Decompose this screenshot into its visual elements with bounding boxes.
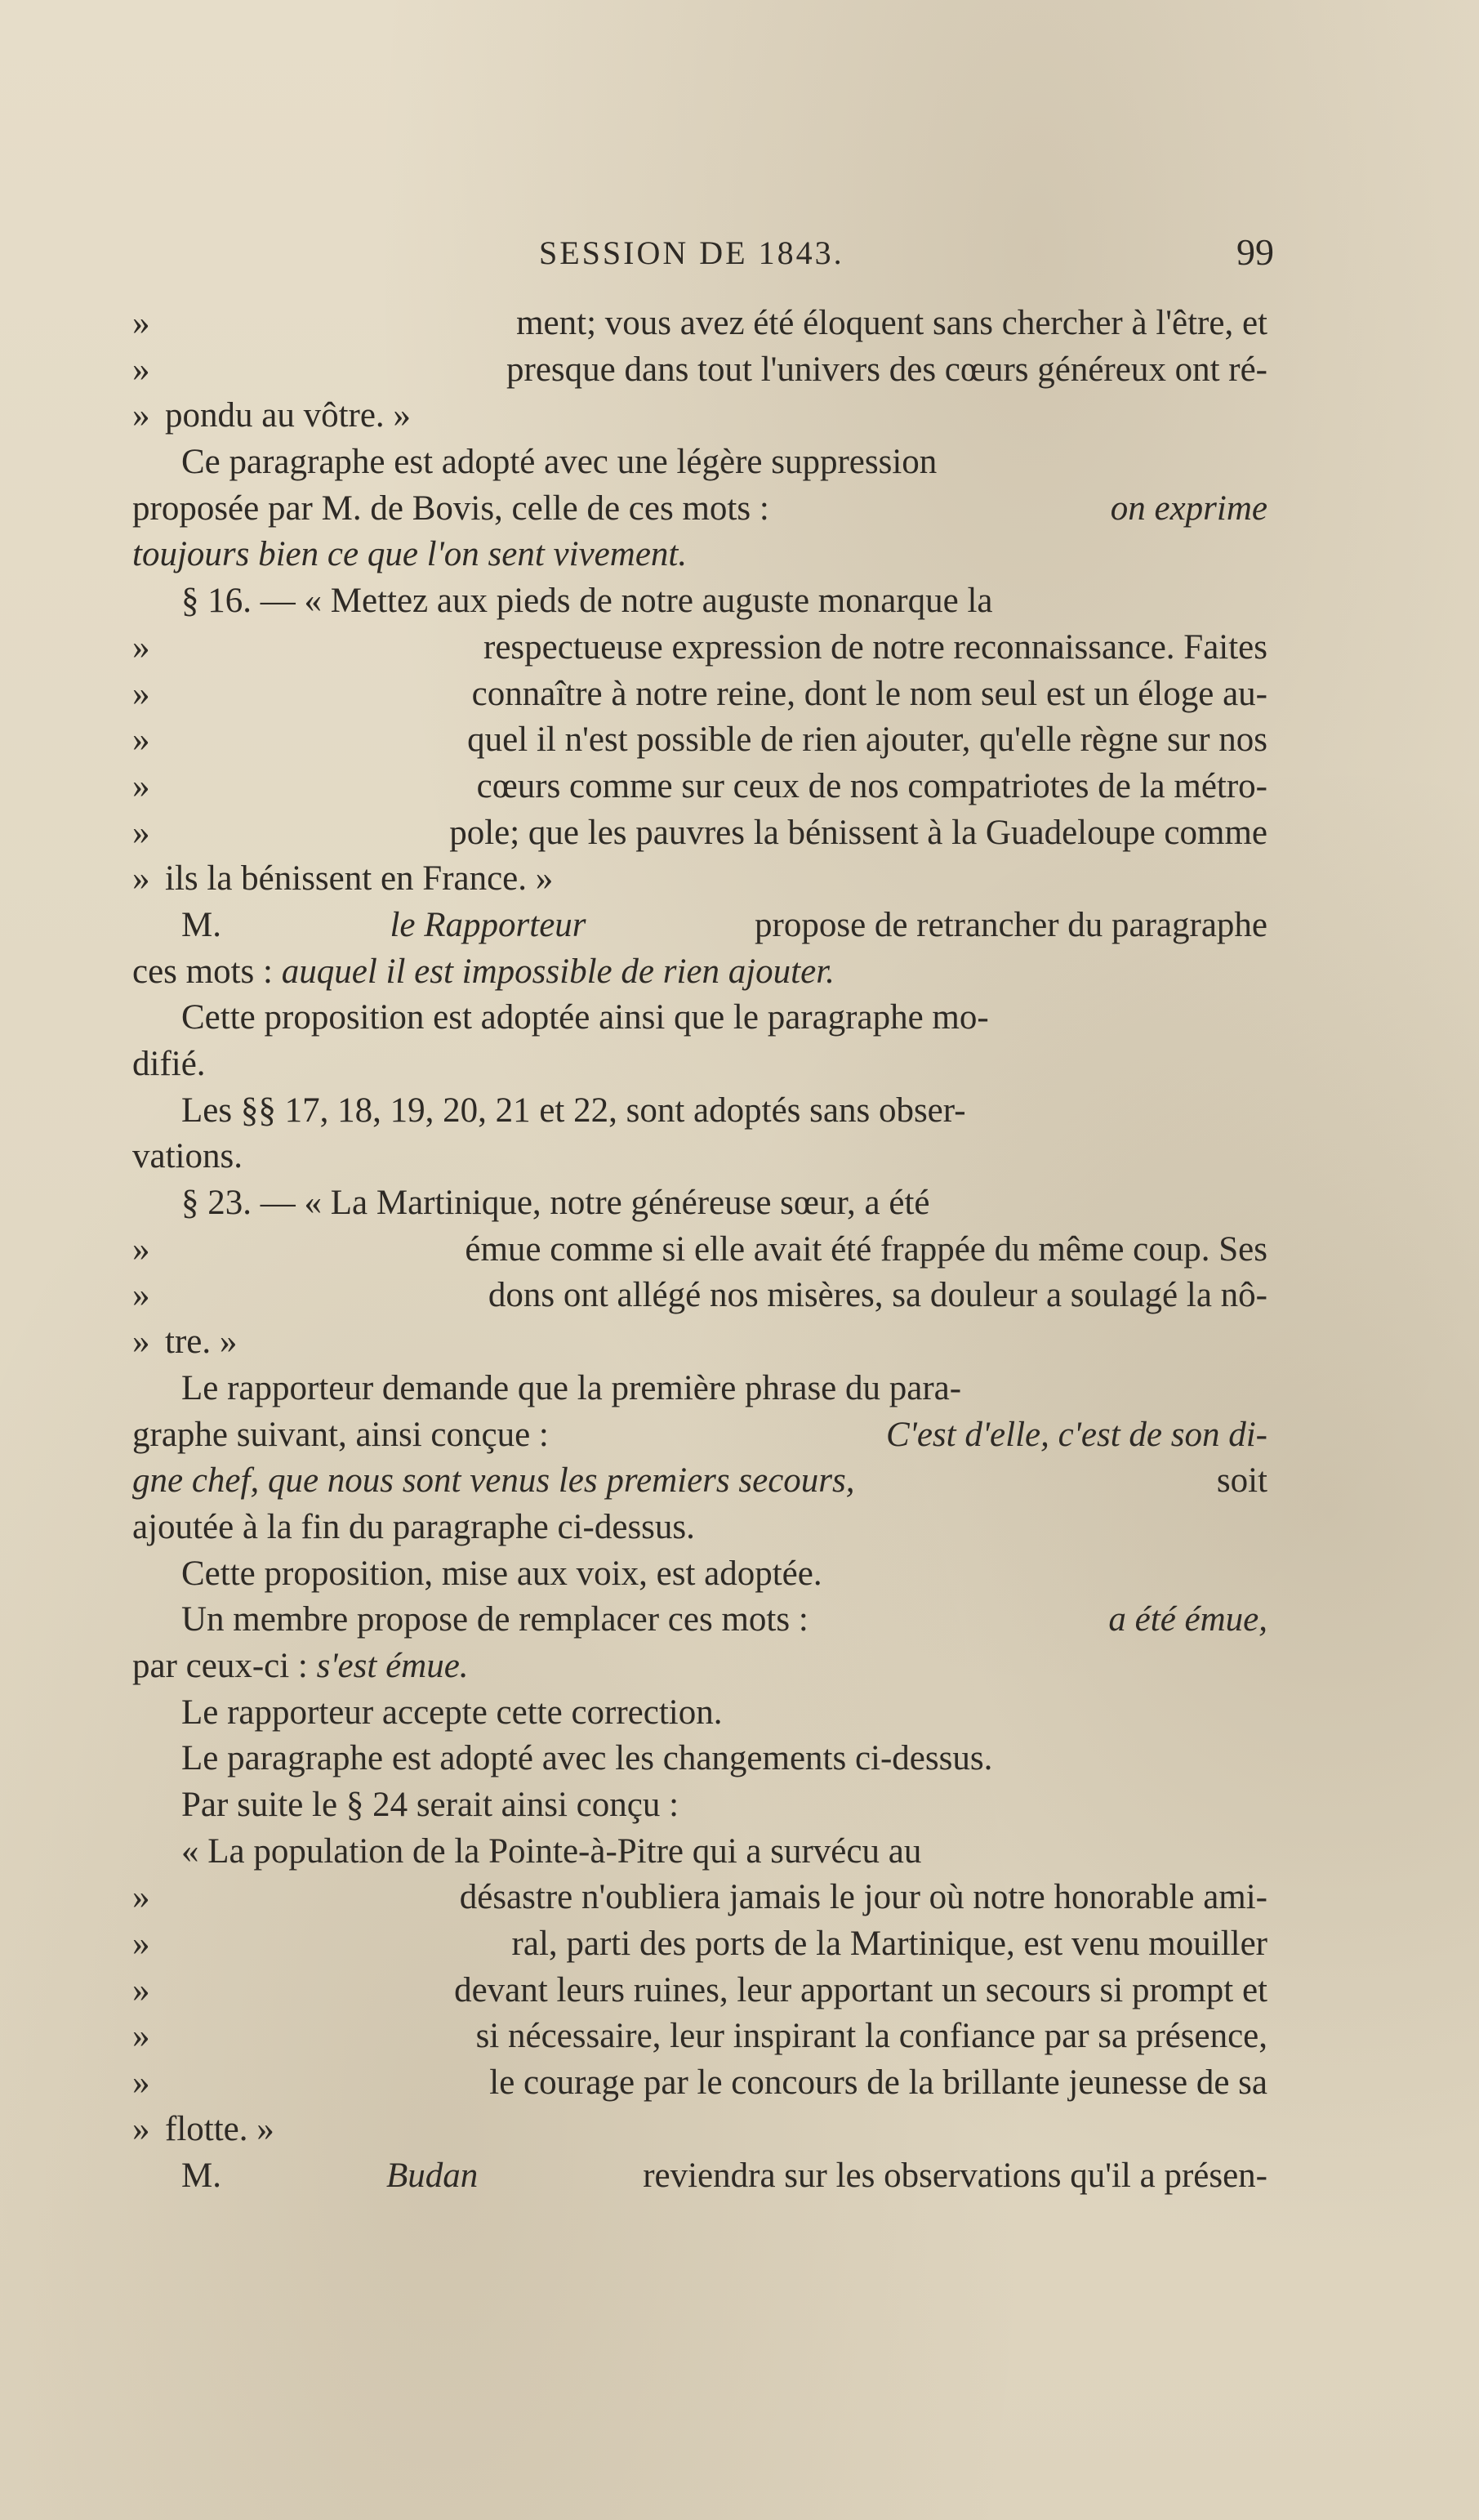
text-line: « La population de la Pointe-à-Pitre qui a survécu au xyxy=(181,1831,922,1871)
text-line: Le rapporteur demande que la première phrase du para- xyxy=(181,1368,962,1407)
text-line: par ceux-ci : s'est émue. xyxy=(132,1646,469,1685)
text-line: Le rapporteur accepte cette correction. xyxy=(181,1693,723,1732)
text-line: Le paragraphe est adopté avec les changements ci-dessus. xyxy=(181,1739,993,1778)
text-line: » tre. » xyxy=(132,1322,238,1362)
text-line: » flotte. » xyxy=(132,2109,274,2148)
text-line: » désastre n'oubliera jamais le jour où notre honorable ami- xyxy=(132,1878,1267,1917)
text-line: gne chef, que nous sont venus les premiers secours, soit xyxy=(132,1461,1267,1501)
text-line: » presque dans tout l'univers des cœurs généreux ont ré- xyxy=(132,350,1267,389)
text-line: » pondu au vôtre. » xyxy=(132,396,411,435)
text-line: ajoutée à la fin du paragraphe ci-dessus. xyxy=(132,1507,695,1546)
text-line: Cette proposition, mise aux voix, est adoptée. xyxy=(181,1554,822,1593)
text-line: Les §§ 17, 18, 19, 20, 21 et 22, sont adoptés sans obser- xyxy=(181,1091,966,1130)
text-line: » devant leurs ruines, leur apportant un secours si prompt et xyxy=(132,1970,1267,2009)
text-line: » ils la bénissent en France. » xyxy=(132,859,554,899)
text-line: Un membre propose de remplacer ces mots : a été émue, xyxy=(181,1600,1267,1639)
page-number: 99 xyxy=(1236,231,1274,273)
text-line: vations. xyxy=(132,1137,243,1176)
text-line: » émue comme si elle avait été frappée du même coup. Ses xyxy=(132,1229,1267,1269)
text-line: » quel il n'est possible de rien ajouter, qu'elle règne sur nos xyxy=(132,720,1267,760)
text-line: difié. xyxy=(132,1045,206,1083)
text-line: graphe suivant, ainsi conçue : C'est d'elle, c'est de son di- xyxy=(132,1415,1267,1454)
text-line: » ment; vous avez été éloquent sans chercher à l'être, et xyxy=(132,304,1267,342)
body-text xyxy=(132,301,1267,2199)
text-line: » pole; que les pauvres la bénissent à la Guadeloupe comme xyxy=(132,813,1267,852)
text-line: proposée par M. de Bovis, celle de ces mots : on exprime xyxy=(132,488,1267,528)
text-line: Cette proposition est adoptée ainsi que le paragraphe mo- xyxy=(181,998,989,1037)
text-line: » respectueuse expression de notre reconnaissance. Faites xyxy=(132,627,1267,667)
text-line: Ce paragraphe est adopté avec une légère suppression xyxy=(181,443,938,482)
running-title: SESSION DE 1843. xyxy=(539,234,844,271)
page-header xyxy=(539,231,1274,283)
text-line: M. Budan reviendra sur les observations qu'il a présen- xyxy=(181,2156,1267,2195)
text-line: » ral, parti des ports de la Martinique, est venu mouiller xyxy=(132,1925,1267,1964)
text-line: toujours bien ce que l'on sent vivement. xyxy=(132,535,688,574)
text-line: » connaître à notre reine, dont le nom seul est un éloge au- xyxy=(132,674,1267,713)
text-line: » si nécessaire, leur inspirant la confiance par sa présence, xyxy=(132,2017,1267,2056)
text-line: » le courage par le concours de la brillante jeunesse de sa xyxy=(132,2063,1267,2103)
text-line: » dons ont allégé nos misères, sa douleur a soulagé la nô- xyxy=(132,1276,1267,1315)
text-line: » cœurs comme sur ceux de nos compatriotes de la métro- xyxy=(132,766,1267,805)
text-line: ces mots : auquel il est impossible de rien ajouter. xyxy=(132,952,835,991)
text-line: § 16. — « Mettez aux pieds de notre auguste monarque la xyxy=(181,582,993,621)
text-line: M. le Rapporteur propose de retrancher du paragraphe xyxy=(181,905,1267,944)
text-line: Par suite le § 24 serait ainsi conçu : xyxy=(181,1786,679,1824)
text-line: § 23. — « La Martinique, notre généreuse sœur, a été xyxy=(181,1184,930,1223)
